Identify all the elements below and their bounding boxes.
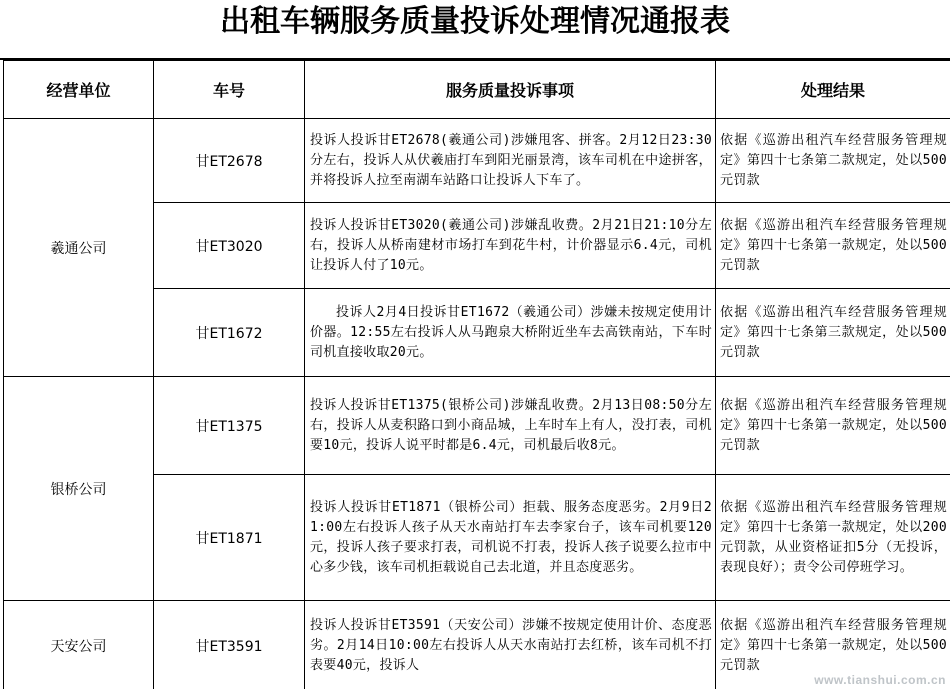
result-cell: 依据《巡游出租汽车经营服务管理规定》第四十七条第一款规定，处以500元罚款 [716, 377, 950, 475]
company-cell: 天安公司 [4, 601, 154, 689]
plate-cell: 甘ET3020 [154, 203, 305, 289]
plate-cell: 甘ET3591 [154, 601, 305, 689]
header-company: 经营单位 [4, 61, 154, 119]
table-row [4, 119, 950, 203]
plate-cell: 甘ET1375 [154, 377, 305, 475]
header-detail: 服务质量投诉事项 [305, 61, 716, 119]
detail-cell: 投诉人2月4日投诉甘ET1672（羲通公司）涉嫌未按规定使用计价器。12:55左右投诉人从马跑泉大桥附近坐车去高铁南站，下车时司机直接收取20元。 [305, 289, 716, 377]
header-result: 处理结果 [716, 61, 950, 119]
detail-cell: 投诉人投诉甘ET3591（天安公司）涉嫌不按规定使用计价、态度恶劣。2月14日10:00左右投诉人从天水南站打去红桥，该车司机不打表要40元，投诉人 [305, 601, 716, 689]
result-cell: 依据《巡游出租汽车经营服务管理规定》第四十七条第一款规定，处以200元罚款，从业资格证扣5分（无投诉，表现良好）；责令公司停班学习。 [716, 475, 950, 601]
site-watermark: www.tianshui.com.cn [814, 673, 946, 687]
table-row [4, 601, 950, 689]
result-cell: 依据《巡游出租汽车经营服务管理规定》第四十七条第一款规定，处以500元罚款 [716, 203, 950, 289]
header-plate: 车号 [154, 61, 305, 119]
plate-cell: 甘ET1672 [154, 289, 305, 377]
result-cell: 依据《巡游出租汽车经营服务管理规定》第四十七条第一款规定，处以500元罚款 [716, 601, 950, 689]
result-cell: 依据《巡游出租汽车经营服务管理规定》第四十七条第三款规定，处以500元罚款 [716, 289, 950, 377]
result-cell: 依据《巡游出租汽车经营服务管理规定》第四十七条第二款规定，处以500元罚款 [716, 119, 950, 203]
detail-cell: 投诉人投诉甘ET3020(羲通公司)涉嫌乱收费。2月21日21:10分左右，投诉人从桥南建材市场打车到花牛村，计价器显示6.4元，司机让投诉人付了10元。 [305, 203, 716, 289]
detail-cell: 投诉人投诉甘ET1375(银桥公司)涉嫌乱收费。2月13日08:50分左右，投诉人从麦积路口到小商品城，上车时车上有人，没打表，司机要10元，投诉人说平时都是6.4元，司机最后收8元。 [305, 377, 716, 475]
table-row [4, 377, 950, 475]
company-cell: 银桥公司 [4, 377, 154, 601]
page-title: 出租车辆服务质量投诉处理情况通报表 [220, 4, 730, 39]
plate-cell: 甘ET2678 [154, 119, 305, 203]
plate-cell: 甘ET1871 [154, 475, 305, 601]
table-header-row [4, 61, 950, 119]
detail-cell: 投诉人投诉甘ET2678(羲通公司)涉嫌甩客、拼客。2月12日23:30分左右，投诉人从伏羲庙打车到阳光丽景湾，该车司机在中途拼客，并将投诉人拉至南湖车站路口让投诉人下车了。 [305, 119, 716, 203]
complaint-table [3, 60, 950, 689]
detail-cell: 投诉人投诉甘ET1871（银桥公司）拒载、服务态度恶劣。2月9日21:00左右投诉人孩子从天水南站打车去李家台子，该车司机要120元，投诉人孩子要求打表，司机说不打表，投诉人孩子说要么拉市中心多少钱，该车司机拒载说自己去北道，并且态度恶劣。 [305, 475, 716, 601]
company-cell: 羲通公司 [4, 119, 154, 377]
